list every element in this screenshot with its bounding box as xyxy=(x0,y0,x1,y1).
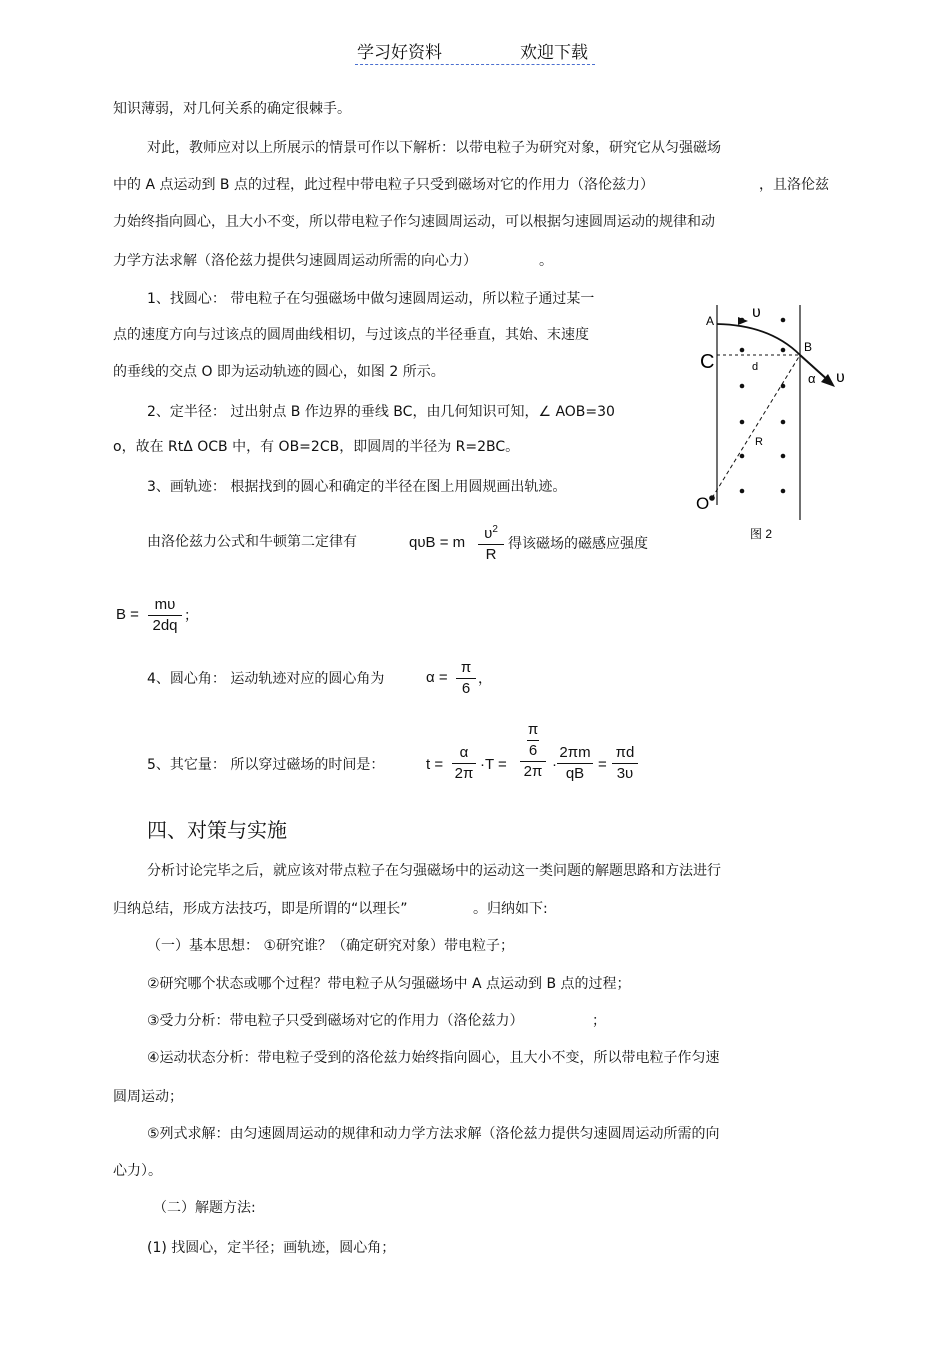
formula-2-fraction: mυ 2dq xyxy=(148,595,182,636)
header-divider xyxy=(355,64,595,65)
formula-4-eq: = xyxy=(598,756,607,773)
list-item: 心力）。 xyxy=(113,1163,162,1179)
list-item: ； xyxy=(592,1013,606,1029)
paragraph-line: 。 xyxy=(539,253,553,269)
label-o: O xyxy=(696,494,710,513)
law-text: 由洛伦兹力公式和牛顿第二定律有 xyxy=(147,534,357,550)
subheading-methods: （二）解题方法: xyxy=(153,1200,256,1216)
step-5-label: 5、其它量： 所以穿过磁场的时间是： xyxy=(147,757,385,773)
section-line: 。归纳如下: xyxy=(473,901,548,917)
list-item: ③受力分析：带电粒子只受到磁场对它的作用力（洛伦兹力） xyxy=(147,1013,524,1029)
label-v2: υ xyxy=(836,369,845,386)
figure-caption: 图 2 xyxy=(750,527,773,541)
label-c: C xyxy=(700,351,715,373)
step-1-line: 1、找圆心： 带电粒子在匀强磁场中做匀速圆周运动，所以粒子通过某一 xyxy=(147,291,595,307)
list-item: ②研究哪个状态或哪个过程？带电粒子从匀强磁场中 A 点运动到 B 点的过程； xyxy=(147,976,631,992)
label-b: B xyxy=(804,340,813,354)
step-1-line: 点的速度方向与过该点的圆周曲线相切，与过该点的半径垂直，其始、末速度 xyxy=(113,327,589,343)
paragraph-line: 中的 A 点运动到 B 点的过程，此过程中带电粒子只受到磁场对它的作用力（洛伦兹力） xyxy=(113,177,654,193)
step-2-line: o，故在 RtΔ OCB 中，有 OB=2CB，即圆周的半径为 R=2BC。 xyxy=(113,439,520,455)
list-item: 圆周运动； xyxy=(113,1089,183,1105)
center-point-o xyxy=(709,495,715,501)
formula-1-left: qυB = m xyxy=(409,534,466,551)
list-item: (1) 找圆心，定半径；画轨迹，圆心角； xyxy=(147,1240,396,1256)
formula-4-fraction-a: α 2π xyxy=(452,743,476,784)
radius-line-ob xyxy=(712,355,800,498)
label-d: d xyxy=(752,361,759,373)
formula-4-mid: ·T = xyxy=(480,756,507,773)
formula-3-fraction: π 6 xyxy=(456,658,476,699)
header-right: 欢迎下载 xyxy=(520,43,588,63)
trajectory-arc xyxy=(717,324,800,355)
law-tail: 得该磁场的磁感应强度 xyxy=(508,536,648,552)
list-item: ⑤列式求解：由匀速圆周运动的规律和动力学方法求解（洛伦兹力提供匀速圆周运动所需的向 xyxy=(147,1126,720,1142)
label-a: A xyxy=(706,314,715,328)
paragraph-line: 力学方法求解（洛伦兹力提供匀速圆周运动所需的向心力） xyxy=(113,253,477,269)
formula-2-tail: ； xyxy=(184,608,198,624)
paragraph-line: 知识薄弱，对几何关系的确定很棘手。 xyxy=(113,101,351,117)
paragraph-line: 对此，教师应对以上所展示的情景可作以下解析：以带电粒子为研究对象，研究它从匀强磁场 xyxy=(147,140,721,156)
figure-2-magnetic-field-diagram xyxy=(690,295,875,550)
formula-4-fraction-d: πd 3υ xyxy=(612,743,638,784)
list-item: ④运动状态分析：带电粒子受到的洛伦兹力始终指向圆心，且大小不变，所以带电粒子作匀速 xyxy=(147,1050,720,1066)
formula-3-tail: ， xyxy=(478,671,492,687)
header-left: 学习好资料 xyxy=(357,43,442,63)
step-3-line: 3、画轨迹： 根据找到的圆心和确定的半径在图上用圆规画出轨迹。 xyxy=(147,479,567,495)
step-2-line: 2、定半径： 过出射点 B 作边界的垂线 BC，由几何知识可知，∠ AOB=30 xyxy=(147,404,615,420)
formula-2-left: B = xyxy=(116,606,139,623)
paragraph-line: 力始终指向圆心，且大小不变，所以带电粒子作匀速圆周运动，可以根据匀速圆周运动的规律和动 xyxy=(113,214,715,230)
subheading-basic-idea: （一）基本思想： ①研究谁？（确定研究对象）带电粒子； xyxy=(147,938,514,954)
formula-3-left: α = xyxy=(426,669,448,686)
section-heading: 四、对策与实施 xyxy=(147,818,287,842)
formula-4-t: t = xyxy=(426,756,444,773)
field-dots xyxy=(740,318,786,494)
paragraph-line: ，且洛伦兹 xyxy=(759,177,829,193)
formula-4-fraction-c: 2πm qB xyxy=(557,743,593,784)
label-v1: υ xyxy=(752,304,761,321)
step-1-line: 的垂线的交点 O 即为运动轨迹的圆心，如图 2 所示。 xyxy=(113,364,445,380)
label-alpha: α xyxy=(808,371,816,386)
formula-1-fraction: $\upsilon^2$ R xyxy=(478,520,504,565)
section-line: 归纳总结，形成方法技巧，即是所谓的“以理长” xyxy=(113,901,408,917)
step-4-label: 4、圆心角： 运动轨迹对应的圆心角为 xyxy=(147,671,385,687)
formula-4-dot: · xyxy=(552,756,557,773)
formula-4-fraction-b: π 6 2π xyxy=(520,720,546,782)
label-r: R xyxy=(755,436,763,448)
section-line: 分析讨论完毕之后，就应该对带点粒子在匀强磁场中的运动这一类问题的解题思路和方法进行 xyxy=(147,863,721,879)
